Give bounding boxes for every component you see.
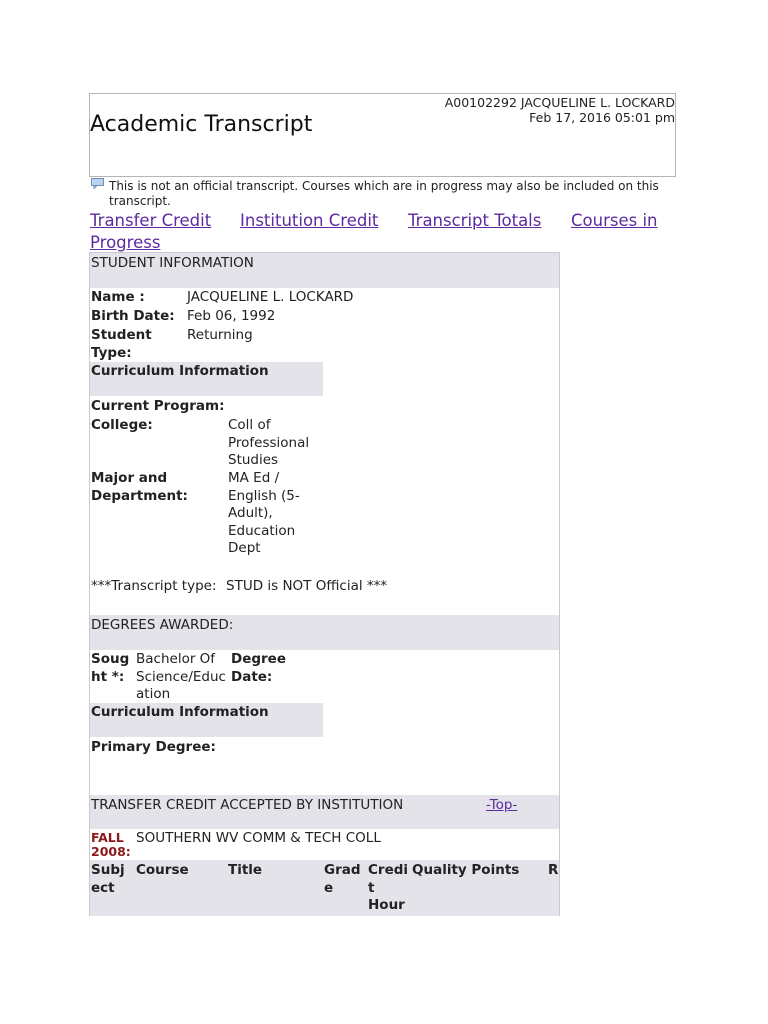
degree-date-label-line: Degree bbox=[231, 651, 286, 667]
column-grade-line: e bbox=[324, 879, 334, 896]
top-link[interactable]: -Top- bbox=[486, 797, 518, 813]
nav-transfer-credit-link[interactable]: Transfer Credit bbox=[90, 211, 212, 230]
degree-curriculum-heading: Curriculum Information bbox=[91, 704, 269, 720]
column-subject-line: Subj bbox=[91, 862, 125, 878]
degrees-heading: DEGREES AWARDED: bbox=[91, 617, 234, 633]
term-label-line: FALL bbox=[91, 830, 124, 845]
student-type-label: Student bbox=[91, 327, 152, 343]
college-label: College: bbox=[91, 417, 153, 433]
term-label-line: 2008: bbox=[91, 844, 131, 859]
column-title: Title bbox=[228, 862, 263, 878]
column-subject bbox=[91, 862, 125, 897]
note-icon bbox=[91, 178, 104, 189]
student-type-label-cont: Type: bbox=[91, 345, 132, 361]
nav-courses-in-progress-link[interactable]: Courses in bbox=[571, 211, 658, 230]
transcript-type-value: STUD is NOT Official *** bbox=[226, 578, 388, 594]
major-label: Major and bbox=[91, 470, 168, 486]
degree-date-label-line: Date: bbox=[231, 668, 273, 685]
column-r: R bbox=[548, 862, 559, 878]
sought-label bbox=[91, 651, 129, 686]
transcript-type-label: ***Transcript type: bbox=[91, 578, 217, 594]
column-subject-line: ect bbox=[91, 879, 115, 896]
sought-value-line: ation bbox=[136, 686, 171, 702]
sought-value bbox=[136, 651, 226, 704]
page-title: Academic Transcript bbox=[90, 112, 313, 137]
curriculum-heading: Curriculum Information bbox=[91, 363, 269, 379]
name-value: JACQUELINE L. LOCKARD bbox=[187, 289, 354, 305]
student-info-heading: STUDENT INFORMATION bbox=[91, 255, 254, 271]
college-value-line: Professional bbox=[228, 434, 310, 451]
term-label bbox=[91, 831, 131, 859]
college-value bbox=[228, 417, 309, 470]
nav-transcript-totals-link[interactable]: Transcript Totals bbox=[408, 211, 542, 230]
major-value bbox=[228, 470, 300, 558]
major-value-line: Education bbox=[228, 522, 296, 539]
unofficial-notice: This is not an official transcript. Courses which are in progress may also be included on this transcript. bbox=[109, 179, 659, 208]
column-credit-hour-line: Credi bbox=[368, 862, 409, 878]
sought-value-line: Bachelor Of bbox=[136, 651, 216, 667]
major-value-line: Dept bbox=[228, 540, 261, 556]
major-label-cont: Department: bbox=[91, 488, 188, 504]
sought-label-line: Soug bbox=[91, 651, 130, 667]
college-value-line: Studies bbox=[228, 452, 279, 468]
column-course: Course bbox=[136, 862, 189, 878]
column-credit-hour-line: Hour bbox=[368, 897, 405, 913]
student-id-name: A00102292 JACQUELINE L. LOCKARD bbox=[444, 95, 675, 110]
transfer-institution: SOUTHERN WV COMM & TECH COLL bbox=[136, 830, 381, 846]
major-value-line: MA Ed / bbox=[228, 470, 280, 486]
column-credit-hour-line: t bbox=[368, 879, 375, 896]
student-type-value: Returning bbox=[187, 327, 253, 343]
college-value-line: Coll of bbox=[228, 417, 271, 433]
sought-label-line: ht *: bbox=[91, 668, 125, 685]
nav-courses-in-progress-link-cont[interactable]: Progress bbox=[90, 233, 161, 252]
name-label: Name : bbox=[91, 289, 145, 305]
nav-institution-credit-link[interactable]: Institution Credit bbox=[240, 211, 379, 230]
transfer-heading: TRANSFER CREDIT ACCEPTED BY INSTITUTION bbox=[91, 797, 404, 813]
current-program-label: Current Program: bbox=[91, 398, 225, 414]
column-grade-line: Grad bbox=[324, 862, 361, 878]
birth-date-value: Feb 06, 1992 bbox=[187, 308, 276, 324]
primary-degree-label: Primary Degree: bbox=[91, 739, 216, 755]
student-id-block bbox=[445, 95, 675, 125]
major-value-line: Adult), bbox=[228, 505, 273, 521]
sought-value-line: Science/Educ bbox=[136, 668, 226, 685]
column-grade bbox=[324, 862, 361, 897]
major-value-line: English (5- bbox=[228, 487, 300, 504]
birth-date-label: Birth Date: bbox=[91, 308, 175, 324]
degree-date-label bbox=[231, 651, 286, 686]
column-credit-hour bbox=[368, 862, 408, 915]
column-quality-points: Quality Points bbox=[412, 862, 520, 878]
timestamp: Feb 17, 2016 05:01 pm bbox=[529, 110, 675, 125]
